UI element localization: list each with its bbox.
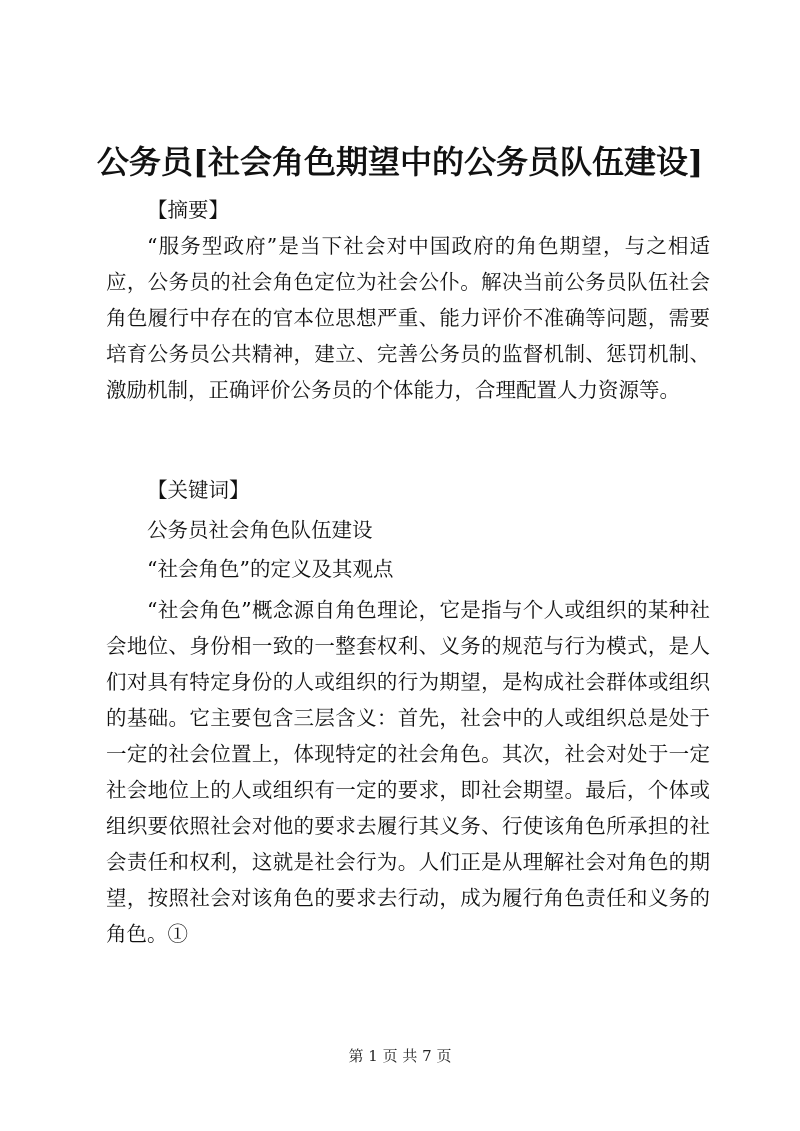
keywords-text: 公务员社会角色队伍建设 [147, 518, 373, 542]
section-heading: “社会角色”的定义及其观点 [147, 557, 394, 581]
section-paragraph: “社会角色”概念源自角色理论，它是指与个人或组织的某种社会地位、身份相一致的一整套权利、义务的规范与行为模式，是人们对具有特定身份的人或组织的行为期望，是构成社会群体或组织的基础。它主要包含三层含义：首先，社会中的人或组织总是处于一定的社会位置上，体现特定的社会角色。其次，社会对处于一定社会地位上的人或组织有一定的要求，即社会期望。最后，个体或组织要依照社会对他的要求去履行其义务、行使该角色所承担的社会责任和权利，这就是社会行为。人们正是从理解社会对角色的期望，按照社会对该角色的要求去行动，成为履行角色责任和义务的角色。① [106, 598, 710, 946]
document-title: 公务员[社会角色期望中的公务员队伍建设] [96, 143, 704, 181]
abstract-heading: 【摘要】 [147, 198, 229, 222]
keywords-heading: 【关键词】 [147, 478, 250, 502]
abstract-paragraph: “服务型政府”是当下社会对中国政府的角色期望，与之相适应，公务员的社会角色定位为社会公仆。解决当前公务员队伍社会角色履行中存在的官本位思想严重、能力评价不准确等问题，需要培育公务员公共精神，建立、完善公务员的监督机制、惩罚机制、激励机制，正确评价公务员的个体能力，合理配置人力资源等。 [106, 234, 710, 402]
page-footer: 第 1 页 共 7 页 [348, 1047, 452, 1065]
